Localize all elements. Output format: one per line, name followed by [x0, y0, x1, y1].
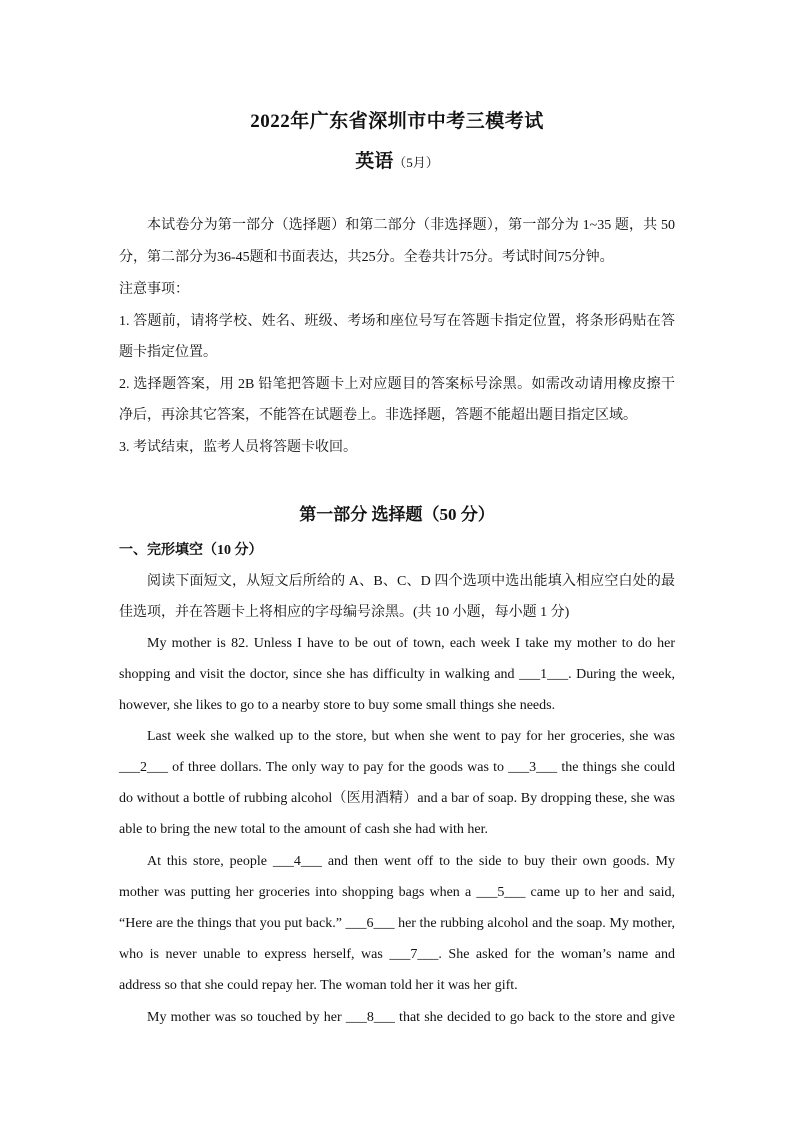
passage-line: At this store, people ___4___ and then went off to the side to buy their own goods. My [147, 854, 675, 869]
subject-name: 英语 [355, 151, 394, 172]
passage-line: able to bring the new total to the amount of cash she had with her. [119, 822, 488, 837]
passage-line: however, she likes to go to a nearby store to buy some small things she needs. [119, 698, 556, 713]
passage-line: My mother is 82. Unless I have to be out of town, each week I take my mother to do her [147, 636, 675, 651]
notice-item-2: 2. 选择题答案，用 2B 铅笔把答题卡上对应题目的答案标号涂黑。如需改动请用橡皮擦干 [119, 377, 675, 392]
part-heading: 一、完形填空（10 分） [119, 543, 263, 558]
passage-line: do without a bottle of rubbing alcohol（医用酒精）and a bar of soap. By dropping these, she was [119, 791, 675, 806]
exam-month: （5月） [393, 155, 439, 170]
subject-title [0, 146, 794, 173]
passage-line: “Here are the things that you put back.” ___6___ her the rubbing alcohol and the soap. My mother, [119, 916, 675, 931]
direction-line: 佳选项，并在答题卡上将相应的字母编号涂黑。(共 10 小题，每小题 1 分) [119, 605, 570, 620]
notice-item-3: 3. 考试结束，监考人员将答题卡收回。 [119, 440, 357, 455]
notice-heading: 注意事项： [119, 282, 189, 297]
passage-line: My mother was so touched by her ___8___ that she decided to go back to the store and give [147, 1010, 675, 1025]
passage-line: shopping and visit the doctor, since she has difficulty in walking and ___1___. During the week, [119, 667, 675, 682]
passage-line: address so that she could repay her. The woman told her it was her gift. [119, 978, 518, 993]
notice-item-2-cont: 净后，再涂其它答案，不能答在试题卷上。非选择题，答题不能超出题目指定区域。 [119, 408, 637, 423]
notice-item-1-cont: 题卡指定位置。 [119, 345, 217, 360]
direction-line: 阅读下面短文，从短文后所给的 A、B、C、D 四个选项中选出能填入相应空白处的最 [147, 574, 675, 589]
intro-line: 分，第二部分为36-45题和书面表达，共25分。全卷共计75分。考试时间75分钟。 [119, 250, 614, 265]
passage-line: Last week she walked up to the store, but when she went to pay for her groceries, she was [147, 729, 675, 744]
section-title: 第一部分 选择题（50 分） [299, 505, 495, 524]
passage-line: who is never unable to express herself, was ___7___. She asked for the woman’s name and [119, 947, 675, 962]
exam-title: 2022年广东省深圳市中考三模考试 [250, 111, 544, 132]
notice-item-1: 1. 答题前，请将学校、姓名、班级、考场和座位号写在答题卡指定位置，将条形码贴在答 [119, 314, 675, 329]
passage-line: mother was putting her groceries into shopping bags when a ___5___ came up to her and said, [119, 885, 675, 900]
passage-line: ___2___ of three dollars. The only way to pay for the goods was to ___3___ the things she could [119, 760, 675, 775]
intro-line: 本试卷分为第一部分（选择题）和第二部分（非选择题），第一部分为 1~35 题，共 50 [147, 218, 675, 233]
